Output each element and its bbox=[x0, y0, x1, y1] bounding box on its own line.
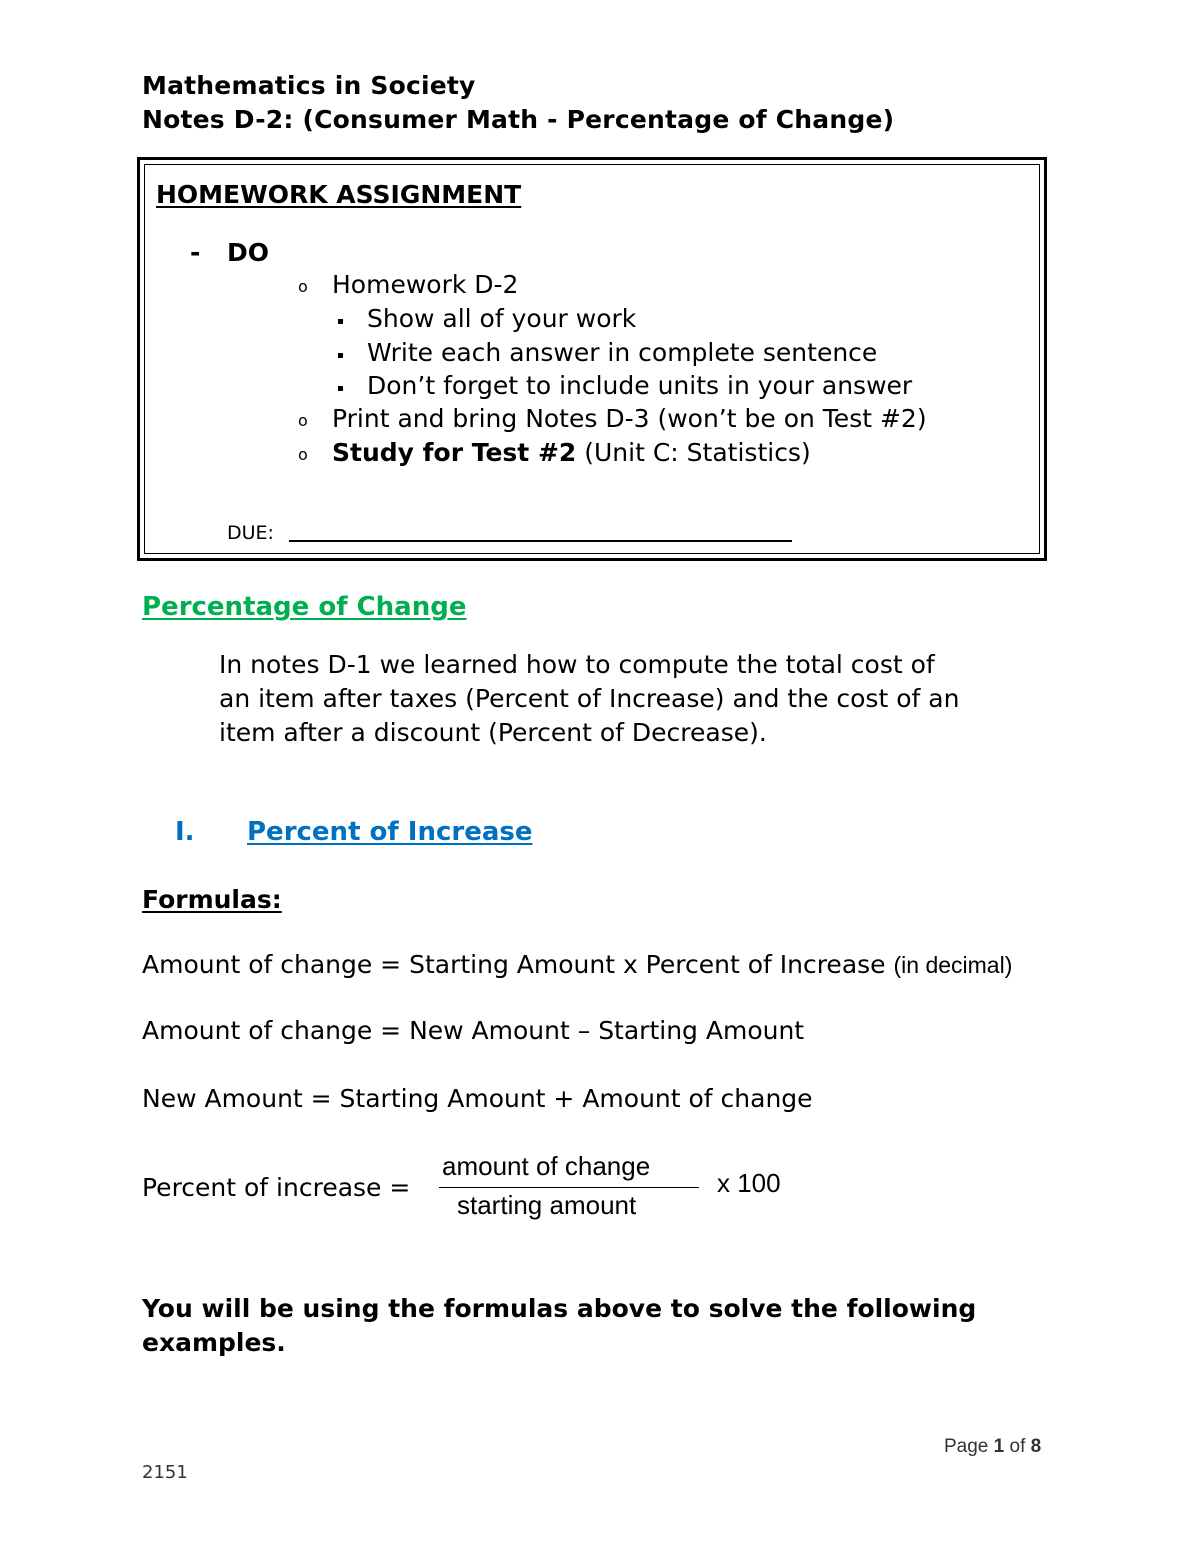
page-total: 8 bbox=[1030, 1436, 1042, 1457]
formula-percent-of-increase-left: Percent of increase = bbox=[142, 1173, 411, 1202]
fraction-multiplier: x 100 bbox=[717, 1168, 781, 1198]
intro-line: In notes D-1 we learned how to compute the total cost of bbox=[219, 650, 935, 679]
page-of: of bbox=[1004, 1436, 1031, 1457]
fraction-numerator: amount of change bbox=[442, 1151, 651, 1181]
due-label: DUE: bbox=[227, 522, 274, 544]
section-title: Percentage of Change bbox=[142, 592, 467, 622]
homework-title: HOMEWORK ASSIGNMENT bbox=[156, 180, 522, 209]
closing-line: You will be using the formulas above to solve the following bbox=[142, 1294, 977, 1323]
page-number bbox=[944, 1436, 1041, 1458]
formulas-label: Formulas: bbox=[142, 885, 282, 914]
circle-bullet-icon: o bbox=[298, 445, 308, 464]
formula-text: Amount of change = Starting Amount x Percent of Increase bbox=[142, 950, 894, 979]
circle-bullet-icon: o bbox=[298, 277, 308, 296]
closing-line: examples. bbox=[142, 1328, 286, 1357]
page-word: Page bbox=[944, 1436, 994, 1457]
homework-do-label: DO bbox=[227, 238, 270, 267]
due-date-line bbox=[289, 540, 792, 542]
fraction-denominator: starting amount bbox=[457, 1190, 637, 1220]
formula-note: (in decimal) bbox=[893, 952, 1013, 978]
intro-line: item after a discount (Percent of Decrease). bbox=[219, 718, 767, 747]
square-bullet-icon bbox=[338, 319, 343, 324]
formula-new-amount: New Amount = Starting Amount + Amount of change bbox=[142, 1084, 813, 1113]
homework-subitem: Show all of your work bbox=[367, 304, 637, 333]
subsection-number: I. bbox=[175, 817, 195, 847]
homework-item-rest: (Unit C: Statistics) bbox=[576, 438, 811, 467]
document-code: 2151 bbox=[142, 1462, 188, 1483]
homework-item: Homework D-2 bbox=[332, 270, 519, 299]
subsection-title: Percent of Increase bbox=[247, 817, 533, 847]
notes-title: Notes D-2: (Consumer Math - Percentage of Change) bbox=[142, 105, 895, 134]
homework-subitem: Don’t forget to include units in your answer bbox=[367, 371, 913, 400]
homework-item bbox=[332, 438, 811, 467]
page-current: 1 bbox=[993, 1436, 1005, 1457]
intro-line: an item after taxes (Percent of Increase) and the cost of an bbox=[219, 684, 960, 713]
circle-bullet-icon: o bbox=[298, 411, 308, 430]
homework-dash-bullet: - bbox=[190, 238, 201, 267]
square-bullet-icon bbox=[338, 353, 343, 358]
fraction-bar bbox=[439, 1187, 699, 1188]
course-title: Mathematics in Society bbox=[142, 71, 476, 100]
homework-subitem: Write each answer in complete sentence bbox=[367, 338, 878, 367]
homework-item: Print and bring Notes D-3 (won’t be on Test #2) bbox=[332, 404, 927, 433]
homework-item-bold: Study for Test #2 bbox=[332, 438, 577, 467]
square-bullet-icon bbox=[338, 386, 343, 391]
formula-amount-of-change-difference: Amount of change = New Amount – Starting Amount bbox=[142, 1016, 805, 1045]
formula-amount-of-change-percent bbox=[142, 950, 1012, 979]
